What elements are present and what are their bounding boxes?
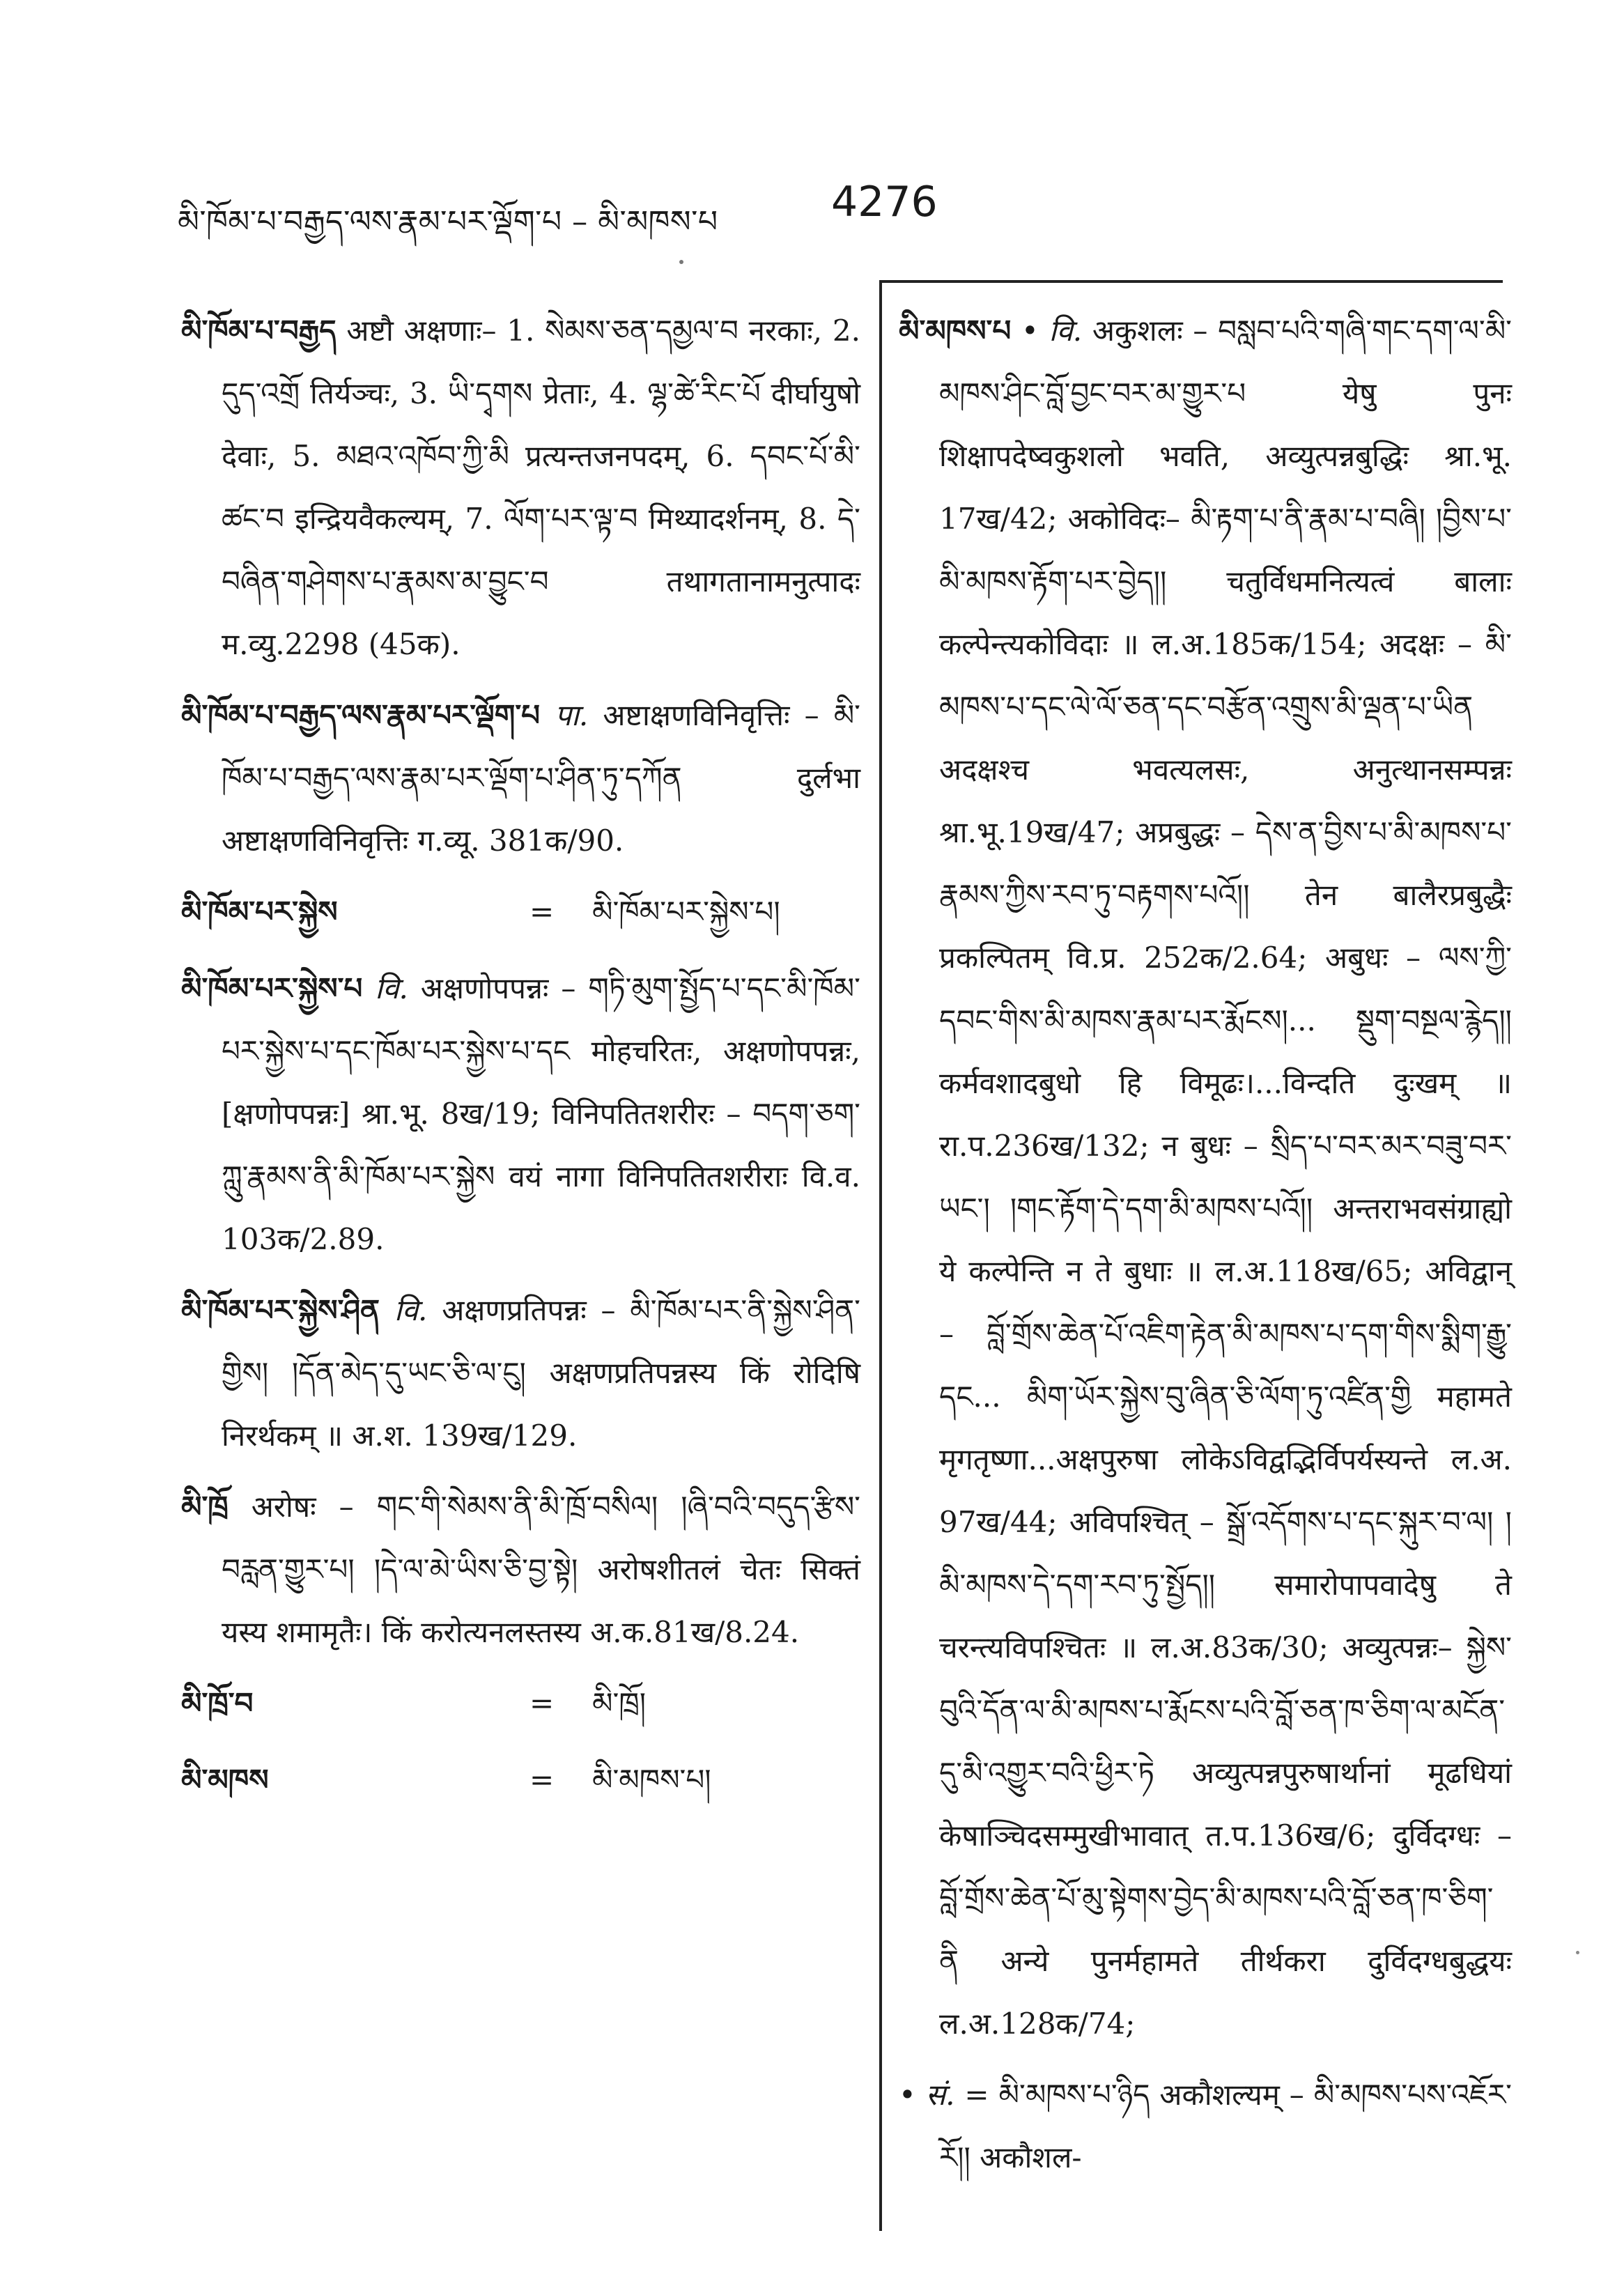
ink-speck <box>1576 1951 1579 1954</box>
entry-body: अक्षणप्रतिपन्नः – མི་ཁོམ་པར་ནི་སྐྱེས་ཤིན་གྱིས། །དོན་མེད་དུ་ཡང་ཅི་ལ་ངུ། अक्षणप्रतिपन्नस्य किं रोदिषि निरर्थकम् ॥ अ.श. 139ख/129. <box>222 1293 861 1453</box>
dictionary-entry <box>181 1279 860 1467</box>
entry-body: अरोषः – གང་གི་སེམས་ནི་མི་ཁྲོ་བསིལ། །ཞི་བའི་བདུད་རྩིས་བརླན་གྱུར་པ། །དེ་ལ་མེ་ཡིས་ཅི་བྱ་སྟེ། अरोषशीतलं चेतः सिक्तं यस्य शमामृतैः। किं करोत्यनलस्तस्य अ.क.81ख/8.24. <box>222 1490 860 1649</box>
grammar-label: वि. <box>362 971 408 1005</box>
equals-sign: = <box>529 895 555 929</box>
dictionary-entry <box>181 1476 860 1664</box>
dictionary-entry-continued <box>899 2064 1512 2189</box>
cross-reference <box>181 1749 860 1818</box>
grammar-label: पा. <box>540 698 589 732</box>
entry-body: अकुशलः – བསླབ་པའི་གཞི་གང་དག་ལ་མི་མཁས་ཤིང་བློ་བྱང་བར་མ་གྱུར་པ येषु पुनः शिक्षापदेष्वकुशलो भवति, अव्युत्पन्नबुद्धिः श्रा.भू. 17ख/42; अकोविदः– མི་རྟག་པ་ནི་རྣམ་པ་བཞི། །བྱིས་པ་མི་མཁས་རྟོག་པར་བྱེད།། चतुर्विधमनित्यत्वं बालाः कल्पेन्त्यकोविदाः ॥ ल.अ.185क/154; अदक्षः – མི་མཁས་པ་དང་ལེ་ལོ་ཅན་དང་བརྩོན་འགྲུས་མི་ལྡན་པ་ཡིན अदक्षश्च भवत्यलसः, अनुत्थानसम्पन्नः श्रा.भू.19ख/47; अप्रबुद्धः – དེས་ན་བྱིས་པ་མི་མཁས་པ་རྣམས་ཀྱིས་རབ་ཏུ་བརྟགས་པའོ།། तेन बालैरप्रबुद्धैः प्रकल्पितम् वि.प्र. 252क/2.64; अबुधः – ལས་ཀྱི་དབང་གིས་མི་མཁས་རྣམ་པར་རྨོངས།... སྡུག་བསྔལ་རྙེད།། कर्मवशादबुधो हि विमूढः।...विन्दति दुःखम् ॥ रा.प.236ख/132; न बुधः – སྲིད་པ་བར་མར་བཟུ་བར་ཡང་། །གང་རྟོག་དེ་དག་མི་མཁས་པའོ།། अन्तराभवसंग्राह्यो ये कल्पेन्ति न ते बुधाः ॥ ल.अ.118ख/65; अविद्वान् – བློ་གྲོས་ཆེན་པོ་འཇིག་རྟེན་མི་མཁས་པ་དག་གིས་སྨིག་རྒྱུ་དང... མིག་ཡོར་སྐྱེས་བུ་ཞིན་ཅི་ལོག་ཏུ་འཛིན་གྱི महामते मृगतृष्णा...अक्षपुरुषा लोकेऽविद्वद्भिर्विपर्यस्यन्ते ल.अ. 97ख/44; अविपश्चित् – སྒྲོ་འདོགས་པ་དང་སྐུར་བ་ལ། །མི་མཁས་དེ་དག་རབ་ཏུ་སྤྱོད།། समारोपापवादेषु ते चरन्त्यविपश्चितः ॥ ल.अ.83क/30; अव्युत्पन्नः– སྐྱེས་བུའི་དོན་ལ་མི་མཁས་པ་རྨོངས་པའི་བློ་ཅན་ཁ་ཅིག་ལ་མངོན་དུ་མི་འགྱུར་བའི་ཕྱིར་ཏེ अव्युत्पन्नपुरुषार्थानां मूढधियां केषाञ्चिदसम्मुखीभावात् त.प.136ख/6; दुर्विदग्धः – བློ་གྲོས་ཆེན་པོ་མུ་སྟེགས་བྱེད་མི་མཁས་པའི་བློ་ཅན་ཁ་ཅིག་ནི अन्ये पुनर्महामते तीर्थकरा दुर्विदग्धबुद्धयः ल.अ.128क/74; <box>939 314 1512 2041</box>
headword: མི་ཁོམ་པར་སྐྱེས་ཤིན <box>181 1293 380 1327</box>
page-number: 4276 <box>831 178 938 226</box>
xref-term: མི་མཁས <box>181 1763 269 1797</box>
xref-term: མི་ཁོམ་པར་སྐྱེས <box>181 895 338 929</box>
headword: མི་ཁོམ་པ་བརྒྱད་ལས་རྣམ་པར་ལྡོག་པ <box>181 698 541 732</box>
dictionary-entry <box>181 300 860 676</box>
dictionary-entry <box>899 300 1512 2055</box>
left-column <box>181 300 860 1825</box>
dictionary-entry <box>181 684 860 872</box>
headword: མི་ཁྲོ <box>181 1490 229 1524</box>
grammar-label: • सं. <box>899 2078 955 2112</box>
cross-reference <box>181 1672 860 1742</box>
entry-body: अष्टाक्षणविनिवृत्तिः – མི་ཁོམ་པ་བརྒྱད་ལས་རྣམ་པར་ལྡོག་པ་ཤིན་ཏུ་དཀོན दुर्लभा अष्टाक्षणविनिवृत्तिः ग.व्यू. 381क/90. <box>222 698 861 858</box>
entry-body: अष्टौ अक्षणाः– 1. སེམས་ཅན་དམྱལ་བ नरकाः, 2. དུད་འགྲོ तिर्यञ्चः, 3. ཡི་དྭགས प्रेताः, 4. ལྷ་ཚེ་རིང་པོ दीर्घायुषो देवाः, 5. མཐའ་འཁོབ་ཀྱི་མི प्रत्यन्तजनपदम्, 6. དབང་པོ་མི་ཚང་བ इन्द्रियवैकल्यम्, 7. ལོག་པར་ལྟ་བ मिथ्यादर्शनम्, 8. དེ་བཞིན་གཤེགས་པ་རྣམས་མ་བྱུང་བ तथागतानामनुत्पादः म.व्यु.2298 (45क). <box>222 314 860 661</box>
xref-target: མི་ཁོམ་པར་སྐྱེས་པ། <box>592 895 780 929</box>
xref-target: མི་ཁྲོ། <box>592 1686 647 1720</box>
equals-sign: = <box>529 1686 555 1720</box>
equals-sign: = <box>529 1763 555 1797</box>
headword: མི་ཁོམ་པར་སྐྱེས་པ <box>181 971 363 1005</box>
entry-body: अक्षणोपपन्नः – གཏི་མུག་སྤྱོད་པ་དང་མི་ཁོམ་པར་སྐྱེས་པ་དང་ཁོམ་པར་སྐྱེས་པ་དང मोहचरितः, अक्षणोपपन्नः, [क्षणोपपन्नः] श्रा.भू. 8ख/19; विनिपतितशरीरः – བདག་ཅག་ཀླུ་རྣམས་ནི་མི་ཁོམ་པར་སྐྱེས वयं नागा विनिपतितशरीराः वि.व. 103क/2.89. <box>222 971 860 1256</box>
page-header <box>164 178 1487 240</box>
xref-term: མི་ཁྲོ་བ <box>181 1686 254 1720</box>
column-divider <box>879 280 882 2231</box>
headword: མི་ཁོམ་པ་བརྒྱད <box>181 314 337 348</box>
entry-body: = མི་མཁས་པ་ཉིད अकौशल्यम् – མི་མཁས་པས་འཇོར་རོ།། अकौशल- <box>939 2078 1512 2174</box>
grammar-label: • वि. <box>1011 314 1083 348</box>
cross-reference <box>181 881 860 950</box>
xref-target: མི་མཁས་པ། <box>592 1763 711 1797</box>
ink-speck <box>679 260 683 264</box>
right-column <box>899 300 1512 2197</box>
dictionary-entry <box>181 957 860 1271</box>
column-top-rule <box>879 280 1503 283</box>
headword: མི་མཁས་པ <box>899 314 1012 348</box>
grammar-label: वि. <box>380 1293 428 1327</box>
running-head: མི་ཁོམ་པ་བརྒྱད་ལས་རྣམ་པར་ལྡོག་པ – མི་མཁས་པ <box>178 204 718 240</box>
